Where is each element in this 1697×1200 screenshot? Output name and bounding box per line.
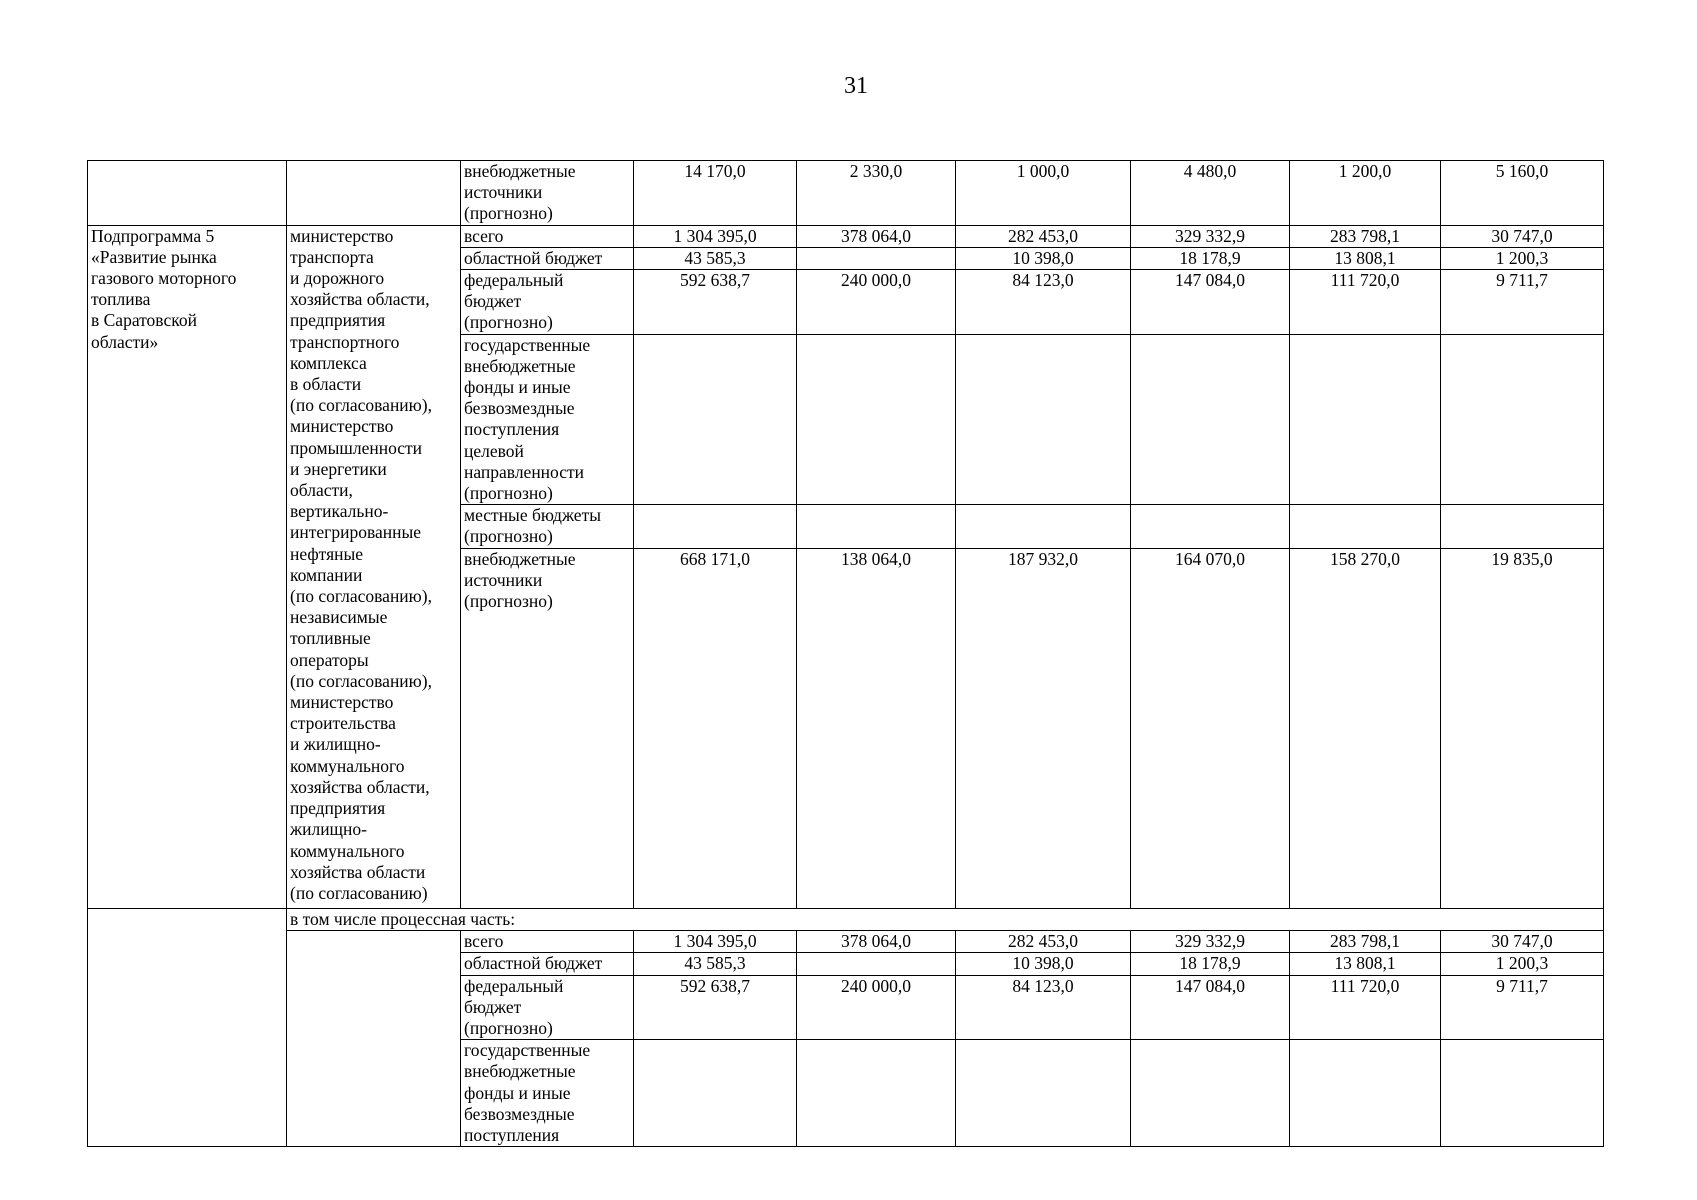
funding-source-cell	[461, 334, 634, 505]
text-line: и дорожного	[290, 268, 385, 289]
value-cell	[1441, 1040, 1604, 1147]
empty-cell	[287, 161, 461, 226]
value-cell: 1 304 395,0	[634, 225, 797, 247]
funding-source-cell	[461, 975, 634, 1040]
text-line: Подпрограмма 5	[91, 225, 215, 246]
subprogram-title-cell	[88, 225, 287, 908]
value-cell	[956, 334, 1131, 505]
value-cell: 4 480,0	[1131, 161, 1290, 226]
text-line: промышленности	[290, 437, 423, 458]
value-cell: 111 720,0	[1290, 270, 1441, 335]
value-cell: 240 000,0	[797, 270, 956, 335]
value-cell: 164 070,0	[1131, 548, 1290, 908]
value-cell	[797, 247, 956, 269]
text-line: и жилищно-	[290, 734, 381, 755]
text-line: (прогнозно)	[464, 483, 553, 504]
text-line: операторы	[290, 649, 369, 670]
process-part-label: в том числе процессная часть:	[287, 909, 1604, 931]
text-line: (прогнозно)	[464, 591, 553, 612]
text-line: областной бюджет	[464, 953, 603, 974]
text-line: (прогнозно)	[464, 312, 553, 333]
text-line: строительства	[290, 713, 396, 734]
value-cell: 1 304 395,0	[634, 931, 797, 953]
value-cell	[797, 505, 956, 548]
page-number: 31	[844, 73, 868, 99]
text-line: областной бюджет	[464, 247, 603, 268]
text-line: внебюджетные	[464, 1061, 576, 1082]
text-line: министерство	[290, 225, 394, 246]
funding-source-cell	[461, 1040, 634, 1147]
value-cell: 10 398,0	[956, 247, 1131, 269]
table-row	[88, 225, 1604, 247]
text-line: области,	[290, 480, 353, 501]
value-cell: 5 160,0	[1441, 161, 1604, 226]
text-line: (по согласованию),	[290, 670, 432, 691]
table-row	[88, 909, 1604, 931]
text-line: безвозмездные	[464, 398, 575, 419]
text-line: транспорта	[290, 246, 374, 267]
funding-source-cell	[461, 247, 634, 269]
text-line: хозяйства области	[290, 861, 426, 882]
value-cell	[1441, 505, 1604, 548]
value-cell: 240 000,0	[797, 975, 956, 1040]
value-cell: 668 171,0	[634, 548, 797, 908]
text-line: топливные	[290, 628, 371, 649]
value-cell: 43 585,3	[634, 953, 797, 975]
value-cell: 1 000,0	[956, 161, 1131, 226]
value-cell	[1290, 505, 1441, 548]
value-cell: 19 835,0	[1441, 548, 1604, 908]
funding-source-cell	[461, 225, 634, 247]
text-line: бюджет	[464, 291, 522, 312]
value-cell: 592 638,7	[634, 975, 797, 1040]
value-cell: 1 200,3	[1441, 953, 1604, 975]
value-cell: 18 178,9	[1131, 953, 1290, 975]
text-line: федеральный	[464, 975, 564, 996]
text-line: (по согласованию),	[290, 395, 432, 416]
text-line: интегрированные	[290, 522, 421, 543]
text-line: целевой	[464, 440, 524, 461]
value-cell: 329 332,9	[1131, 225, 1290, 247]
text-line: министерство	[290, 692, 394, 713]
funding-source-cell	[461, 270, 634, 335]
text-line: (прогнозно)	[464, 526, 553, 547]
text-line: безвозмездные	[464, 1103, 575, 1124]
funding-source-cell	[461, 161, 634, 226]
text-line: государственные	[464, 1040, 591, 1061]
value-cell: 187 932,0	[956, 548, 1131, 908]
text-line: «Развитие рынка	[91, 246, 217, 267]
value-cell: 147 084,0	[1131, 975, 1290, 1040]
text-line: комплекса	[290, 352, 367, 373]
text-line: компании	[290, 564, 363, 585]
text-line: вертикально-	[290, 501, 389, 522]
value-cell: 84 123,0	[956, 270, 1131, 335]
text-line: в области	[290, 374, 362, 395]
text-line: федеральный	[464, 270, 564, 291]
value-cell: 84 123,0	[956, 975, 1131, 1040]
value-cell: 13 808,1	[1290, 247, 1441, 269]
value-cell: 14 170,0	[634, 161, 797, 226]
value-cell: 1 200,0	[1290, 161, 1441, 226]
value-cell	[1131, 505, 1290, 548]
funding-source-cell	[461, 931, 634, 953]
text-line: нефтяные	[290, 543, 364, 564]
text-line: газового моторного	[91, 268, 237, 289]
text-line: (по согласованию),	[290, 586, 432, 607]
funding-source-cell	[461, 548, 634, 908]
value-cell	[1290, 334, 1441, 505]
value-cell	[956, 1040, 1131, 1147]
text-line: внебюджетные	[464, 355, 576, 376]
text-line: предприятия	[290, 798, 386, 819]
text-line: коммунального	[290, 840, 405, 861]
value-cell: 43 585,3	[634, 247, 797, 269]
text-line: поступления	[464, 419, 560, 440]
text-line: области»	[91, 331, 159, 352]
value-cell: 329 332,9	[1131, 931, 1290, 953]
text-line: государственные	[464, 334, 591, 355]
financing-table	[87, 160, 1604, 1147]
empty-cell	[88, 909, 287, 1147]
funding-source-cell	[461, 953, 634, 975]
value-cell	[1131, 1040, 1290, 1147]
text-line: (по согласованию)	[290, 882, 428, 903]
text-line: источники	[464, 569, 543, 590]
value-cell: 138 064,0	[797, 548, 956, 908]
text-line: направленности	[464, 461, 585, 482]
value-cell: 147 084,0	[1131, 270, 1290, 335]
value-cell: 158 270,0	[1290, 548, 1441, 908]
text-line: всего	[464, 225, 504, 246]
value-cell: 10 398,0	[956, 953, 1131, 975]
value-cell: 111 720,0	[1290, 975, 1441, 1040]
text-line: поступления	[464, 1125, 560, 1146]
value-cell	[956, 505, 1131, 548]
value-cell: 592 638,7	[634, 270, 797, 335]
value-cell	[1131, 334, 1290, 505]
text-line: в Саратовской	[91, 310, 197, 331]
value-cell: 283 798,1	[1290, 931, 1441, 953]
value-cell	[634, 334, 797, 505]
value-cell: 282 453,0	[956, 931, 1131, 953]
funding-source-cell	[461, 505, 634, 548]
text-line: независимые	[290, 607, 388, 628]
empty-cell	[88, 161, 287, 226]
table-row	[88, 161, 1604, 226]
text-line: хозяйства области,	[290, 776, 430, 797]
value-cell: 283 798,1	[1290, 225, 1441, 247]
value-cell: 18 178,9	[1131, 247, 1290, 269]
text-line: и энергетики	[290, 458, 387, 479]
text-line: источники	[464, 182, 543, 203]
value-cell	[797, 334, 956, 505]
text-line: местные бюджеты	[464, 505, 601, 526]
value-cell	[797, 953, 956, 975]
text-line: внебюджетные	[464, 548, 576, 569]
value-cell: 378 064,0	[797, 931, 956, 953]
value-cell: 13 808,1	[1290, 953, 1441, 975]
text-line: всего	[464, 931, 504, 952]
value-cell: 30 747,0	[1441, 225, 1604, 247]
value-cell	[1290, 1040, 1441, 1147]
text-line: министерство	[290, 416, 394, 437]
text-line: (прогнозно)	[464, 1018, 553, 1039]
text-line: транспортного	[290, 331, 400, 352]
value-cell	[797, 1040, 956, 1147]
value-cell	[1441, 334, 1604, 505]
empty-cell	[287, 931, 461, 1147]
text-line: жилищно-	[290, 819, 367, 840]
value-cell: 9 711,7	[1441, 975, 1604, 1040]
value-cell: 282 453,0	[956, 225, 1131, 247]
table-body	[88, 161, 1604, 1147]
value-cell: 1 200,3	[1441, 247, 1604, 269]
value-cell	[634, 1040, 797, 1147]
text-line: (прогнозно)	[464, 203, 553, 224]
text-line: топлива	[91, 289, 151, 310]
table-row	[88, 931, 1604, 953]
text-line: предприятия	[290, 310, 386, 331]
text-line: бюджет	[464, 996, 522, 1017]
text-line: фонды и иные	[464, 377, 571, 398]
value-cell	[634, 505, 797, 548]
value-cell: 2 330,0	[797, 161, 956, 226]
text-line: внебюджетные	[464, 161, 576, 181]
text-line: хозяйства области,	[290, 289, 430, 310]
value-cell: 378 064,0	[797, 225, 956, 247]
text-line: коммунального	[290, 755, 405, 776]
value-cell: 30 747,0	[1441, 931, 1604, 953]
value-cell: 9 711,7	[1441, 270, 1604, 335]
executors-cell	[287, 225, 461, 908]
text-line: фонды и иные	[464, 1082, 571, 1103]
